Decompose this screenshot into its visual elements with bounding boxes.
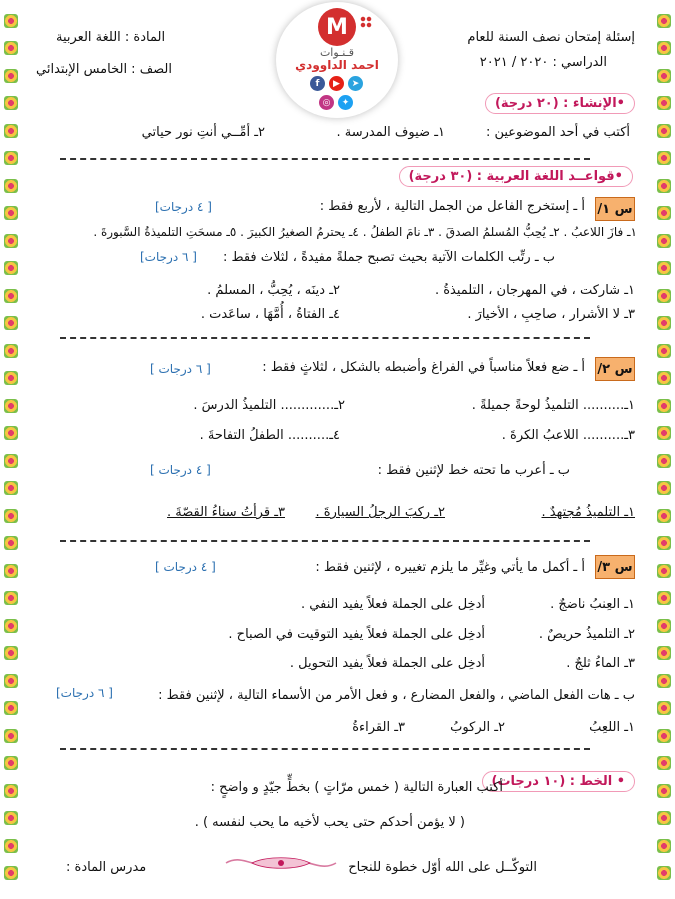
flower-border-icon	[657, 674, 671, 688]
q2-b-item-1: ١ـ التلميذُ مُجتهدٌ .	[541, 505, 635, 520]
q1-a-instruction: أ ـ إستخرج الفاعل من الجمل التالية ، لأربع فقط :	[319, 199, 585, 214]
subject-label: المادة : اللغة العربية	[56, 30, 166, 45]
question-1-label: س ١/	[595, 197, 635, 221]
flower-border-icon	[657, 701, 671, 715]
exam-title: إسئلة إمتحان نصف السنة للعام	[467, 30, 635, 45]
flower-border-icon	[657, 261, 671, 275]
q2-b-marks: [ ٤ درجات ]	[150, 463, 211, 477]
flower-border-icon	[657, 646, 671, 660]
flower-border-icon	[4, 564, 18, 578]
flower-border-icon	[4, 124, 18, 138]
q1-item-1: ١ـ شاركت ، في المهرجان ، التلميذةُ .	[434, 283, 635, 298]
q1-b-marks: [ ٦ درجات]	[140, 250, 197, 264]
flower-border-icon	[4, 69, 18, 83]
flower-border-icon	[657, 371, 671, 385]
flower-border-icon	[657, 344, 671, 358]
teacher-signature-label: مدرس المادة :	[66, 860, 147, 875]
flower-border-icon	[4, 426, 18, 440]
q2-a-marks: [ ٦ درجات ]	[150, 362, 211, 376]
flower-border-icon	[4, 206, 18, 220]
flower-border-icon	[657, 866, 671, 880]
q3-b-item-2: ٢ـ الركوبُ	[450, 720, 505, 735]
q3-row-1-sentence: ١ـ العِنبُ ناضجٌ .	[550, 597, 635, 612]
flower-border-icon	[657, 124, 671, 138]
flower-border-icon	[4, 619, 18, 633]
section-divider	[60, 337, 590, 339]
flower-border-icon	[657, 591, 671, 605]
flower-border-icon	[4, 234, 18, 248]
flower-border-icon	[4, 179, 18, 193]
flower-border-icon	[657, 784, 671, 798]
q1-b-instruction: ب ـ رتِّب الكلمات الآتية بحيث تصبح جملةً مفيدةً ، لثلاث فقط :	[222, 250, 555, 265]
q2-a-instruction: أ ـ ضع فعلاً مناسباً في الفراغ وأضبطه بالشكل ، لثلاثٍ فقط :	[262, 360, 585, 375]
flower-border-icon	[4, 344, 18, 358]
section-divider	[60, 748, 590, 750]
flower-border-icon	[4, 41, 18, 55]
q2-item-2: ٢ـ............. التلميذُ الدرسَ .	[193, 398, 345, 413]
q3-b-marks: [ ٦ درجات]	[56, 686, 113, 700]
q3-a-instruction: أ ـ أكمل ما يأتي وغيِّر ما يلزم تغييره ، لإثنين فقط :	[315, 560, 585, 575]
q3-a-marks: [ ٤ درجات ]	[155, 560, 216, 574]
grammar-title: •قواعــد اللغة العربية : (٣٠ درجة)	[399, 166, 633, 187]
grade-label: الصف : الخامس الإبتدائي	[36, 62, 172, 77]
flower-border-icon	[4, 839, 18, 853]
flower-border-icon	[4, 536, 18, 550]
flower-border-icon	[4, 756, 18, 770]
question-3-label: س ٣/	[595, 555, 635, 579]
q3-b-item-3: ٣ـ القراءةُ	[352, 720, 405, 735]
handwriting-phrase: ( لا يؤمن أحدكم حتى يحب لأخيه ما يحب لنفسه ) .	[194, 815, 465, 830]
q1-a-marks: [ ٤ درجات]	[155, 200, 212, 214]
q2-item-4: ٤ـ.......... الطفلُ التفاحةَ .	[199, 428, 340, 443]
flower-border-icon	[657, 756, 671, 770]
flower-border-icon	[657, 426, 671, 440]
flower-border-icon	[4, 96, 18, 110]
flower-border-icon	[4, 289, 18, 303]
right-flower-border	[653, 0, 675, 899]
q3-row-2-instruction: أدخِل على الجملة فعلاً يفيد التوقيت في الصباح .	[228, 627, 485, 642]
channel-logo	[276, 2, 398, 118]
flower-border-icon	[4, 509, 18, 523]
flower-border-icon	[657, 839, 671, 853]
flower-border-icon	[657, 69, 671, 83]
flower-border-icon	[4, 151, 18, 165]
flower-border-icon	[4, 866, 18, 880]
q3-row-3-sentence: ٣ـ الماءُ ثلجٌ .	[566, 656, 635, 671]
flower-border-icon	[657, 536, 671, 550]
twitter-icon[interactable]: ✦	[338, 95, 353, 110]
flower-border-icon	[4, 646, 18, 660]
telegram-icon[interactable]: ➤	[348, 76, 363, 91]
composition-topic-2: ٢ـ أمِّــي أنتِ نور حياتي	[141, 125, 265, 140]
flower-border-icon	[4, 316, 18, 330]
flower-border-icon	[657, 619, 671, 633]
flower-border-icon	[4, 674, 18, 688]
ornament-divider	[222, 850, 340, 876]
flower-border-icon	[657, 289, 671, 303]
flower-border-icon	[657, 179, 671, 193]
section-divider	[60, 540, 590, 542]
flower-border-icon	[4, 811, 18, 825]
flower-border-icon	[657, 729, 671, 743]
q1-item-3: ٣ـ لا الأشرار ، صاحِبِ ، الأخيارَ .	[467, 307, 635, 322]
flower-border-icon	[657, 399, 671, 413]
q2-item-3: ٣ـ.......... اللاعبُ الكرةَ .	[501, 428, 635, 443]
flower-border-icon	[657, 41, 671, 55]
q2-b-instruction: ب ـ أعرب ما تحته خط لإثنين فقط :	[377, 463, 570, 478]
flower-border-icon	[657, 14, 671, 28]
facebook-icon[interactable]: f	[310, 76, 325, 91]
logo-channel-name: احمد الداوودي	[295, 58, 379, 72]
flower-border-icon	[657, 234, 671, 248]
flower-border-icon	[657, 151, 671, 165]
youtube-icon[interactable]: ▶	[329, 76, 344, 91]
flower-border-icon	[657, 206, 671, 220]
flower-border-icon	[4, 591, 18, 605]
q1-item-4: ٤ـ الفتاةُ ، أُمَّهَا ، ساعَدت .	[200, 307, 340, 322]
footer-motto: التوكّــل على الله أوّل خطوة للنجاح	[348, 860, 537, 875]
school-year: الدراسي : ٢٠٢٠ / ٢٠٢١	[479, 55, 607, 70]
flower-border-icon	[657, 454, 671, 468]
flower-border-icon	[4, 784, 18, 798]
flower-border-icon	[4, 729, 18, 743]
composition-topic-1: ١ـ ضيوف المدرسة .	[336, 125, 445, 140]
instagram-icon[interactable]: ◎	[319, 95, 334, 110]
q2-b-item-2: ٢ـ ركبَ الرجلُ السيارةَ .	[315, 505, 445, 520]
flower-border-icon	[657, 509, 671, 523]
q1-item-2: ٢ـ دينَه ، يُحِبُّ ، المسلمُ .	[207, 283, 340, 298]
flower-border-icon	[4, 481, 18, 495]
flower-border-icon	[4, 261, 18, 275]
q3-b-item-1: ١ـ اللعِبُ	[589, 720, 635, 735]
q3-row-1-instruction: أدخِل على الجملة فعلاً يفيد النفي .	[301, 597, 485, 612]
composition-title: •الإنشاء : (٢٠ درجة)	[485, 93, 635, 114]
flower-border-icon	[657, 96, 671, 110]
logo-mark: M	[318, 8, 356, 46]
q1-a-sentences: ١ـ فازَ اللاعبُ . ٢ـ يُحِبُّ المُسلمُ الصدقَ . ٣ـ نامَ الطفلُ . ٤ـ يحترمُ الصغيرُ الكبيرَ . ٥ـ مسحَتِ التلميذةُ السَّبورةَ .	[93, 225, 637, 239]
q3-row-3-instruction: أدخِل على الجملة فعلاً يفيد التحويل .	[289, 656, 485, 671]
section-divider	[60, 158, 590, 160]
left-flower-border	[0, 0, 22, 899]
composition-instruction: أكتب في أحد الموضوعين :	[485, 125, 630, 140]
flower-border-icon	[4, 399, 18, 413]
logo-channel-label: قـنـوات	[319, 46, 355, 59]
flower-border-icon	[657, 316, 671, 330]
flower-border-icon	[657, 481, 671, 495]
flower-border-icon	[4, 14, 18, 28]
logo-dots-icon	[360, 16, 372, 28]
handwriting-instruction: أكتب العبارة التالية ( خمس مرّاتٍ ) بخطٍّ جيّدٍ و واضحٍ :	[210, 780, 503, 795]
flower-border-icon	[4, 454, 18, 468]
q3-b-instruction: ب ـ هات الفعل الماضي ، والفعل المضارع ، و فعل الأمر من الأسماء التالية ، لإثنين فقط :	[158, 688, 635, 703]
q3-row-2-sentence: ٢ـ التلميذُ حريصٌ .	[538, 627, 635, 642]
q2-item-1: ١ـ.......... التلميذُ لوحةً جميلةً .	[471, 398, 635, 413]
flower-border-icon	[4, 371, 18, 385]
question-2-label: س ٢/	[595, 357, 635, 381]
handwriting-title: • الخط : (١٠ درجات)	[482, 771, 635, 792]
flower-border-icon	[657, 811, 671, 825]
q2-b-item-3: ٣ـ قرأتُ سناءُ القصّةَ .	[167, 505, 285, 520]
flower-border-icon	[4, 701, 18, 715]
flower-border-icon	[657, 564, 671, 578]
